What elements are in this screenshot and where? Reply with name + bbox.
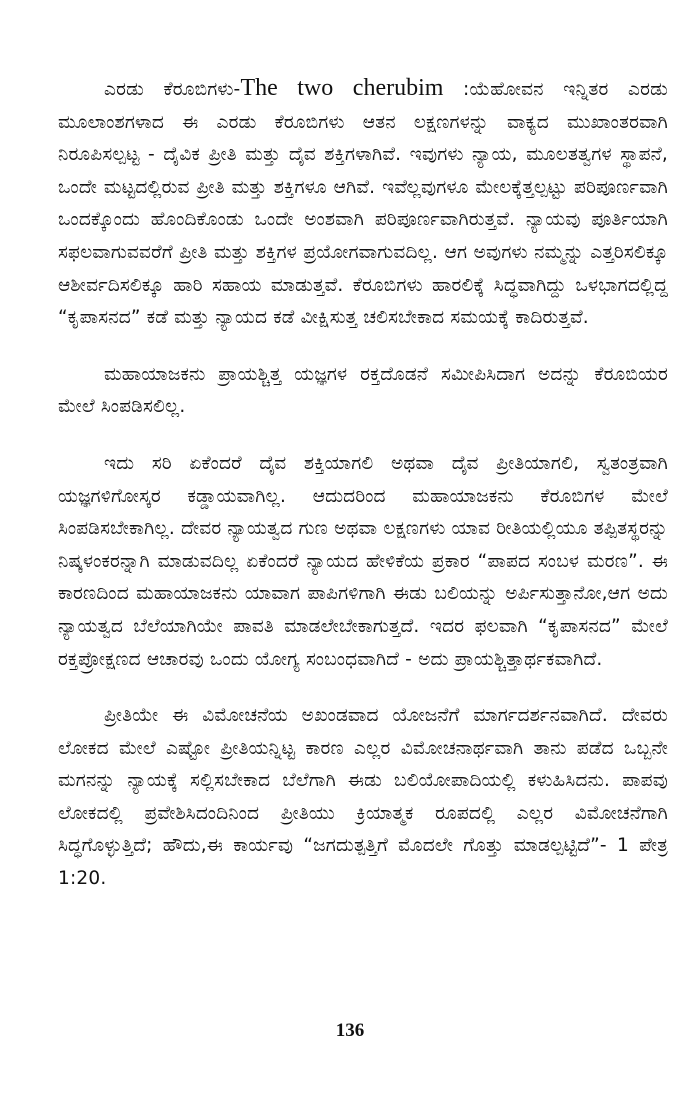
english-phrase: The two cherubim: [240, 75, 444, 101]
paragraph-justice: ಇದು ಸರಿ ಏಕೆಂದರೆ ದೈವ ಶಕ್ತಿಯಾಗಲಿ ಅಥವಾ ದೈವ ಪ್ರೀತಿಯಾಗಲಿ, ಸ್ವತಂತ್ರವಾಗಿ ಯಜ್ಞಗಳಿಗೋಸ್ಕರ ಕಡ್ಡಾಯವಾಗಿಲ್ಲ. ಆದುದರಿಂದ ಮಹಾಯಾಜಕನು ಕೆರೂಬಿಗಳ ಮೇಲೆ ಸಿಂಪಡಿಸಬೇಕಾಗಿಲ್ಲ. ದೇವರ ನ್ಯಾಯತ್ವದ ಗುಣ ಅಥವಾ ಲಕ್ಷಣಗಳು ಯಾವ ರೀತಿಯಲ್ಲಿಯೂ ತಪ್ಪಿತಸ್ಥರನ್ನು ನಿಷ್ಕಳಂಕರನ್ನಾಗಿ ಮಾಡುವದಿಲ್ಲ ಏಕೆಂದರೆ ನ್ಯಾಯದ ಹೇಳಿಕೆಯ ಪ್ರಕಾರ “ಪಾಪದ ಸಂಬಳ ಮರಣ”. ಈ ಕಾರಣದಿಂದ ಮಹಾಯಾಜಕನು ಯಾವಾಗ ಪಾಪಿಗಳಿಗಾಗಿ ಈಡು ಬಲಿಯನ್ನು ಅರ್ಪಿಸುತ್ತಾನೋ,ಆಗ ಅದು ನ್ಯಾಯತ್ವದ ಬೆಲೆಯಾಗಿಯೇ ಪಾವತಿ ಮಾಡಲೇಬೇಕಾಗುತ್ತದೆ. ಇದರ ಫಲವಾಗಿ “ಕೃಪಾಸನದ” ಮೇಲೆ ರಕ್ತಪ್ರೋಕ್ಷಣದ ಆಚಾರವು ಒಂದು ಯೋಗ್ಯ ಸಂಬಂಧವಾಗಿದೆ - ಅದು ಪ್ರಾಯಶ್ಚಿತ್ತಾರ್ಥಕವಾಗಿದೆ.: [58, 452, 668, 670]
paragraph-love: ಪ್ರೀತಿಯೇ ಈ ವಿಮೋಚನೆಯ ಅಖಂಡವಾದ ಯೋಜನೆಗೆ ಮಾರ್ಗದರ್ಶನವಾಗಿದೆ. ದೇವರು ಲೋಕದ ಮೇಲೆ ಎಷ್ಟೋ ಪ್ರೀತಿಯನ್ನಿಟ್ಟ ಕಾರಣ ಎಲ್ಲರ ವಿಮೋಚನಾರ್ಥವಾಗಿ ತಾನು ಪಡೆದ ಒಬ್ಬನೇ ಮಗನನ್ನು ನ್ಯಾಯಕ್ಕೆ ಸಲ್ಲಿಸಬೇಕಾದ ಬೆಲೆಗಾಗಿ ಈಡು ಬಲಿಯೋಪಾದಿಯಲ್ಲಿ ಕಳುಹಿಸಿದನು. ಪಾಪವು ಲೋಕದಲ್ಲಿ ಪ್ರವೇಶಿಸಿದಂದಿನಿಂದ ಪ್ರೀತಿಯು ಕ್ರಿಯಾತ್ಮಕ ರೂಪದಲ್ಲಿ ಎಲ್ಲರ ವಿಮೋಚನೆಗಾಗಿ ಸಿದ್ಧಗೊಳ್ಳುತ್ತಿದೆ; ಹೌದು,ಈ ಕಾರ್ಯವು “ಜಗದುತ್ಪತ್ತಿಗೆ ಮೊದಲೇ ಗೊತ್ತು ಮಾಡಲ್ಪಟ್ಟಿದೆ”- 1 ಪೇತ್ರ 1:20.: [58, 705, 668, 890]
paragraph-cherubim: [58, 72, 668, 335]
paragraph-body: :ಯೆಹೋವನ ಇನ್ನಿತರ ಎರಡು ಮೂಲಾಂಶಗಳಾದ ಈ ಎರಡು ಕೆರೂಬಿಗಳು ಆತನ ಲಕ್ಷಣಗಳನ್ನು ವಾಕ್ಯದ ಮುಖಾಂತರವಾಗಿ ನಿರೂಪಿಸಲ್ಪಟ್ಟ - ದೈವಿಕ ಪ್ರೀತಿ ಮತ್ತು ದೈವ ಶಕ್ತಿಗಳಾಗಿವೆ. ಇವುಗಳು ನ್ಯಾಯ, ಮೂಲತತ್ವಗಳ ಸ್ಥಾಪನೆ, ಒಂದೇ ಮಟ್ಟದಲ್ಲಿರುವ ಪ್ರೀತಿ ಮತ್ತು ಶಕ್ತಿಗಳೂ ಆಗಿವೆ. ಇವೆಲ್ಲವುಗಳೂ ಮೇಲಕ್ಕೆತ್ತಲ್ಪಟ್ಟು ಪರಿಪೂರ್ಣವಾಗಿ ಒಂದಕ್ಕೊಂದು ಹೊಂದಿಕೊಂಡು ಒಂದೇ ಅಂಶವಾಗಿ ಪರಿಪೂರ್ಣವಾಗಿರುತ್ತವೆ. ನ್ಯಾಯವು ಪೂರ್ತಿಯಾಗಿ ಸಫಲವಾಗುವವರೆಗೆ ಪ್ರೀತಿ ಮತ್ತು ಶಕ್ತಿಗಳ ಪ್ರಯೋಗವಾಗುವದಿಲ್ಲ. ಆಗ ಅವುಗಳು ನಮ್ಮನ್ನು ಎತ್ತರಿಸಲಿಕ್ಕೂ ಆಶೀರ್ವದಿಸಲಿಕ್ಕೂ ಹಾರಿ ಸಹಾಯ ಮಾಡುತ್ತವೆ. ಕೆರೂಬಿಗಳು ಹಾರಲಿಕ್ಕೆ ಸಿದ್ಧವಾಗಿದ್ದು ಒಳಭಾಗದಲ್ಲಿದ್ದ “ಕೃಪಾಸನದ” ಕಡೆ ಮತ್ತು ನ್ಯಾಯದ ಕಡೆ ವೀಕ್ಷಿಸುತ್ತ ಚಲಿಸಬೇಕಾದ ಸಮಯಕ್ಕೆ ಕಾದಿರುತ್ತವೆ.: [58, 79, 668, 329]
paragraph-high-priest: ಮಹಾಯಾಜಕನು ಪ್ರಾಯಶ್ಚಿತ್ತ ಯಜ್ಞಗಳ ರಕ್ತದೊಡನೆ ಸಮೀಪಿಸಿದಾಗ ಅದನ್ನು ಕೆರೂಬಿಯರ ಮೇಲೆ ಸಿಂಪಡಿಸಲಿಲ್ಲ.: [58, 363, 668, 418]
page-number: 136: [335, 1020, 365, 1041]
paragraph-lead: ಎರಡು ಕೆರೂಬಿಗಳು-: [104, 79, 241, 100]
